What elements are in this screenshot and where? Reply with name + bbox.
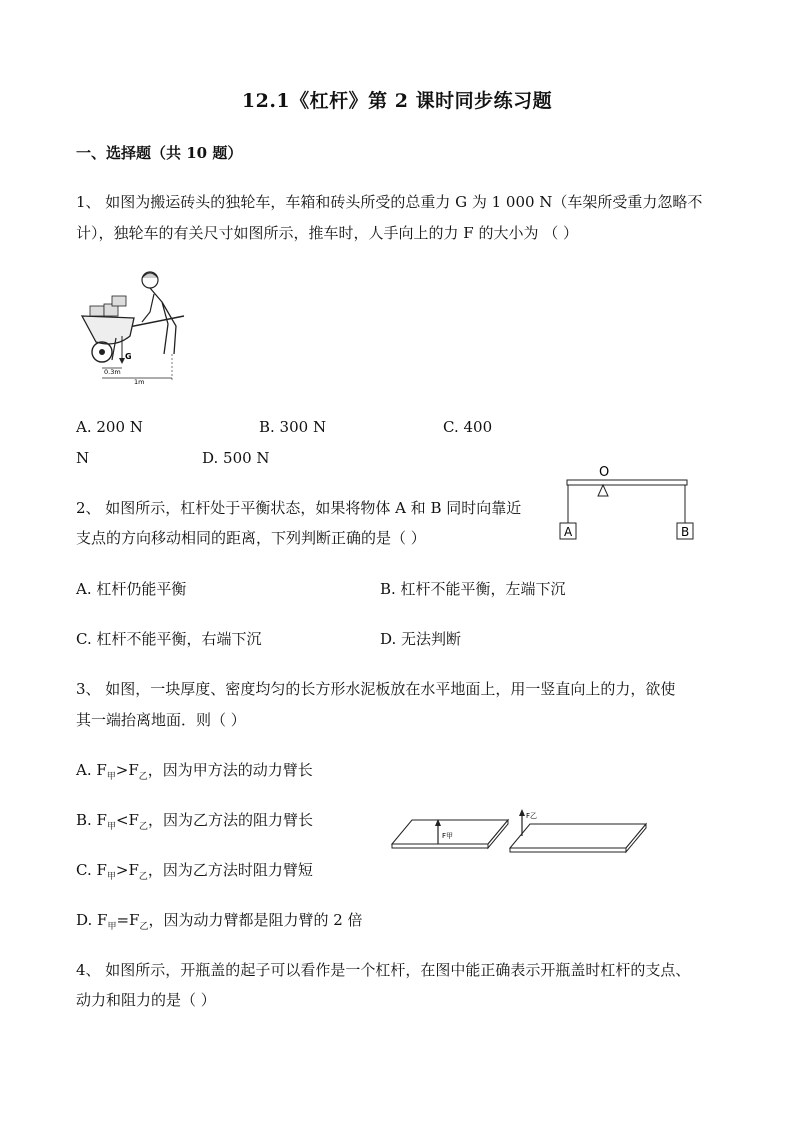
q1-line2: 计），独轮车的有关尺寸如图所示，推车时，人手向上的力 F 的大小为 （ ） (76, 224, 578, 242)
gravity-label: G (125, 352, 132, 361)
q3-d-mid: =F (116, 911, 140, 929)
q1-line1: 1、 如图为搬运砖头的独轮车，车箱和砖头所受的总重力 G 为 1 000 N（车架所受重力忽略不 (76, 193, 703, 211)
barrow-tray (82, 316, 134, 344)
q3-option-c (76, 859, 313, 884)
q3-c-sub1: 甲 (106, 872, 116, 882)
q3-option-b (76, 809, 313, 834)
wheel-hub (99, 349, 105, 355)
q2-option-c: C. 杠杆不能平衡，右端下沉 (76, 630, 262, 648)
fulcrum (598, 485, 608, 496)
q3-d-lead: D. F (76, 911, 108, 929)
q3-line1: 3、 如图，一块厚度、密度均匀的长方形水泥板放在水平地面上，用一竖直向上的力，欲使 (76, 680, 676, 698)
q3-a-lead: A. F (76, 761, 107, 779)
force-arrowhead-2 (519, 809, 525, 816)
q1-option-d: D. 500 N (202, 449, 270, 467)
q1-option-b: B. 300 N (259, 418, 327, 436)
dim-label-short: 0.3m (104, 368, 121, 376)
q3-c-mid: >F (115, 861, 139, 879)
q3-c-sub2: 乙 (138, 872, 148, 882)
q3-a-sub2: 乙 (138, 772, 148, 782)
q3-line2: 其一端抬离地面．则（ ） (76, 711, 246, 729)
lever-figure (555, 460, 700, 542)
q3-option-d (76, 909, 363, 934)
q3-b-text: ，因为乙方法的阻力臂长 (147, 811, 313, 829)
q3-a-text: ，因为甲方法的动力臂长 (147, 761, 313, 779)
dim-label-long: 1m (134, 378, 145, 386)
q3-b-lead: B. F (76, 811, 107, 829)
q4-line1: 4、 如图所示，开瓶盖的起子可以看作是一个杠杆，在图中能正确表示开瓶盖时杠杆的支点、 (76, 961, 691, 979)
slab-2-top (510, 824, 646, 848)
q3-d-sub1: 甲 (107, 922, 117, 932)
q3-c-lead: C. F (76, 861, 107, 879)
q2-option-d: D. 无法判断 (380, 630, 462, 648)
force-label-2: F乙 (526, 812, 538, 820)
page-title: 12.1《杠杆》第 2 课时同步练习题 (241, 90, 553, 112)
q3-b-mid: <F (115, 811, 139, 829)
q3-b-sub1: 甲 (106, 822, 116, 832)
brick (112, 296, 126, 306)
slab-2-front (510, 848, 626, 852)
q3-d-text: ，因为动力臂都是阻力臂的 2 倍 (148, 911, 363, 929)
q4-line2: 动力和阻力的是（ ） (76, 991, 216, 1009)
q2-line1: 2、 如图所示，杠杆处于平衡状态，如果将物体 A 和 B 同时向靠近 (76, 499, 522, 517)
slab-1-front (392, 844, 488, 848)
q1-option-a: A. 200 N (76, 418, 143, 436)
person-arm (142, 294, 154, 322)
q3-b-sub2: 乙 (138, 822, 148, 832)
q2-option-a: A. 杠杆仍能平衡 (76, 580, 187, 598)
q2-option-b: B. 杠杆不能平衡，左端下沉 (380, 580, 566, 598)
object-a-label: A (564, 525, 573, 539)
q3-a-sub1: 甲 (106, 772, 116, 782)
pivot-label: O (599, 465, 610, 480)
q3-c-text: ，因为乙方法时阻力臂短 (147, 861, 313, 879)
q1-option-c: C. 400 (443, 418, 493, 436)
object-b-label: B (681, 525, 690, 539)
q3-a-mid: >F (115, 761, 139, 779)
section-heading: 一、选择题（共 10 题） (76, 144, 243, 162)
force-label-1: F甲 (442, 832, 454, 840)
person-body (150, 288, 176, 354)
lever-bar (567, 480, 687, 485)
q3-d-sub2: 乙 (139, 922, 149, 932)
brick (90, 306, 104, 316)
q3-option-a (76, 759, 313, 784)
slab-figure (390, 808, 670, 858)
q2-line2: 支点的方向移动相同的距离，下列判断正确的是（ ） (76, 529, 426, 547)
wheelbarrow-figure (76, 266, 196, 386)
q1-option-c-cont: N (76, 449, 90, 467)
